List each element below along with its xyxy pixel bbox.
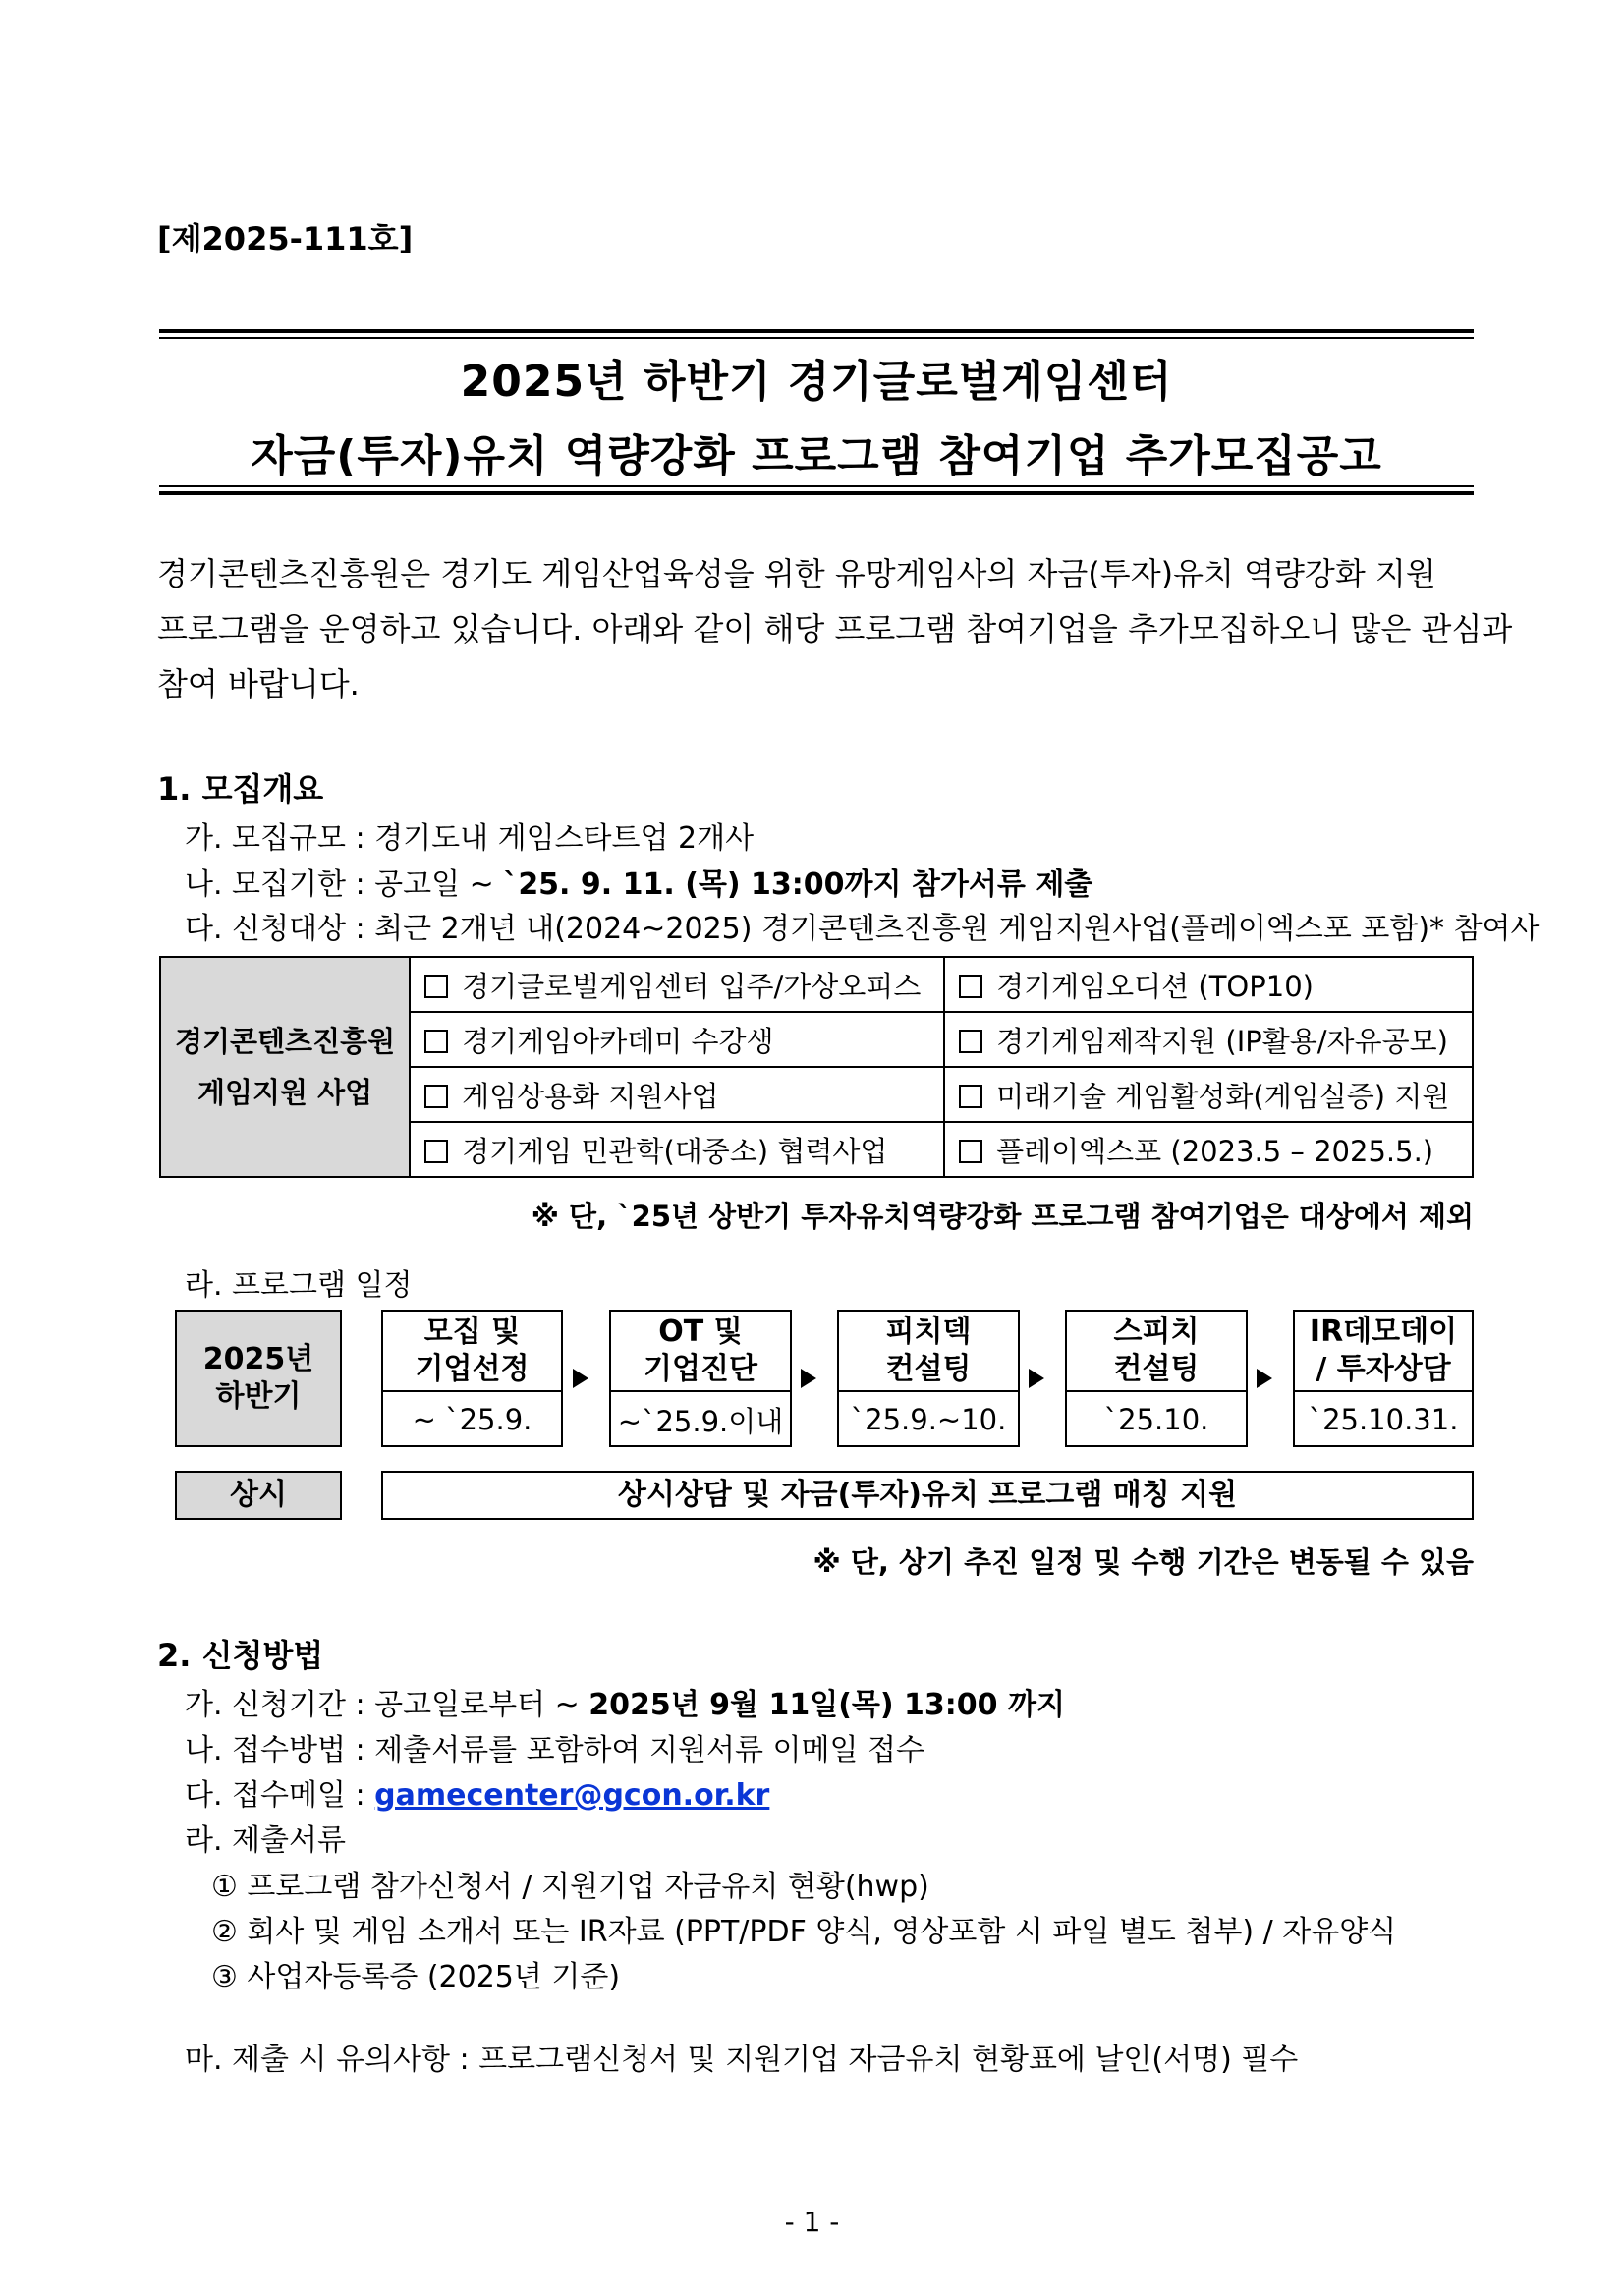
program-name: 경기게임오디션 (TOP10) <box>996 969 1314 1003</box>
program-cell <box>944 1012 1473 1067</box>
program-name: 미래기술 게임활성화(게임실증) 지원 <box>996 1079 1450 1113</box>
stage-title: 기업선정 <box>415 1352 530 1386</box>
document-item: ③ 사업자등록증 (2025년 기준) <box>211 1960 621 1994</box>
schedule-always-label: 상시 <box>175 1471 342 1520</box>
apply-period <box>185 1680 1065 1723</box>
stage-title: 컨설팅 <box>885 1352 972 1386</box>
submission-caution: 마. 제출 시 유의사항 : 프로그램신청서 및 지원기업 자금유치 현황표에 날인(서명) 필수 <box>185 2043 1299 2077</box>
title-top-rule-thin <box>159 337 1474 339</box>
schedule-stage-pitchdeck <box>837 1310 1020 1447</box>
section2-heading: 2. 신청방법 <box>157 1637 324 1674</box>
title-top-rule-thick <box>159 329 1474 333</box>
document-number: [제2025-111호] <box>157 220 414 257</box>
program-name: 게임상용화 지원사업 <box>462 1079 719 1113</box>
stage-title: 모집 및 <box>423 1315 521 1349</box>
checkbox-icon <box>424 975 448 998</box>
schedule-period-line: 2025년 <box>202 1342 314 1376</box>
title-line-2: 자금(투자)유치 역량강화 프로그램 참여기업 추가모집공고 <box>251 431 1382 481</box>
stage-date: `25.10.31. <box>1308 1403 1459 1436</box>
exclusion-note: ※ 단, `25년 상반기 투자유치역량강화 프로그램 참여기업은 대상에서 제외 <box>531 1200 1474 1233</box>
apply-email-prefix: 다. 접수메일 : <box>185 1778 375 1813</box>
program-cell <box>410 1012 944 1067</box>
intro-paragraph <box>157 546 1513 711</box>
page-number: - 1 - <box>784 2206 840 2238</box>
schedule-stage-ot <box>609 1310 792 1447</box>
title-line-1: 2025년 하반기 경기글로벌게임센터 <box>460 357 1173 407</box>
schedule-period-line: 하반기 <box>215 1379 302 1414</box>
program-name: 경기게임제작지원 (IP활용/자유공모) <box>996 1024 1448 1058</box>
schedule-label: 라. 프로그램 일정 <box>185 1268 413 1303</box>
checkbox-icon <box>424 1140 448 1163</box>
stage-title: OT 및 <box>658 1315 743 1349</box>
recruit-target: 다. 신청대상 : 최근 2개년 내(2024~2025) 경기콘텐츠진흥원 게임지원사업(플레이엑스포 포함)* 참여사 <box>185 912 1540 946</box>
email-link[interactable]: gamecenter@gcon.or.kr <box>374 1778 770 1813</box>
support-program-table <box>159 956 1474 1178</box>
schedule-note: ※ 단, 상기 추진 일정 및 수행 기간은 변동될 수 있음 <box>812 1545 1474 1579</box>
arrow-right-icon <box>801 1369 816 1388</box>
stage-date: ~ `25.9. <box>412 1403 532 1436</box>
schedule-stage-ir <box>1293 1310 1474 1447</box>
apply-method: 나. 접수방법 : 제출서류를 포함하여 지원서류 이메일 접수 <box>185 1733 924 1767</box>
stage-title: 스피치 <box>1113 1315 1200 1349</box>
program-name: 경기글로벌게임센터 입주/가상오피스 <box>462 969 922 1003</box>
checkbox-icon <box>424 1085 448 1108</box>
stage-title: / 투자상담 <box>1316 1352 1451 1386</box>
stage-date: `25.10. <box>1103 1403 1209 1436</box>
program-category-cell <box>160 957 410 1177</box>
stage-title: 기업진단 <box>644 1352 757 1386</box>
program-cell <box>410 957 944 1012</box>
intro-line: 경기콘텐츠진흥원은 경기도 게임산업육성을 위한 유망게임사의 자금(투자)유치 역량강화 지원 <box>157 555 1436 592</box>
program-cell <box>944 957 1473 1012</box>
checkbox-icon <box>959 975 982 998</box>
documents-label: 라. 제출서류 <box>185 1823 346 1858</box>
apply-email-line <box>185 1770 769 1814</box>
stage-title: IR데모데이 <box>1309 1315 1458 1349</box>
stage-date: ~`25.9.이내 <box>617 1404 784 1438</box>
document-item: ② 회사 및 게임 소개서 또는 IR자료 (PPT/PDF 양식, 영상포함 시 파일 별도 첨부) / 자유양식 <box>211 1915 1397 1949</box>
title-bottom-rule-thin <box>159 485 1474 487</box>
arrow-right-icon <box>1257 1369 1272 1388</box>
checkbox-icon <box>424 1030 448 1053</box>
schedule-always-text: 상시상담 및 자금(투자)유치 프로그램 매칭 지원 <box>381 1471 1474 1520</box>
apply-period-deadline: 2025년 9월 11일(목) 13:00 까지 <box>588 1688 1065 1722</box>
checkbox-icon <box>959 1085 982 1108</box>
schedule-period-box <box>175 1310 342 1447</box>
schedule-stage-recruit <box>381 1310 563 1447</box>
document-item: ① 프로그램 참가신청서 / 지원기업 자금유치 현황(hwp) <box>211 1870 929 1904</box>
stage-date: `25.9.~10. <box>850 1403 1007 1436</box>
recruit-scale: 가. 모집규모 : 경기도내 게임스타트업 2개사 <box>185 821 755 856</box>
arrow-right-icon <box>1029 1369 1044 1388</box>
checkbox-icon <box>959 1030 982 1053</box>
program-cell <box>410 1122 944 1177</box>
section1-heading: 1. 모집개요 <box>157 770 324 808</box>
schedule-stage-speech <box>1065 1310 1248 1447</box>
recruit-period-deadline: `25. 9. 11. (목) 13:00까지 참가서류 제출 <box>503 868 1093 902</box>
title-bottom-rule-thick <box>159 491 1474 495</box>
program-cell <box>944 1067 1473 1122</box>
intro-line: 프로그램을 운영하고 있습니다. 아래와 같이 해당 프로그램 참여기업을 추가모집하오니 많은 관심과 <box>157 610 1513 647</box>
table-row <box>160 957 1473 1012</box>
apply-period-prefix: 가. 신청기간 : 공고일로부터 ~ <box>185 1688 589 1722</box>
checkbox-icon <box>959 1140 982 1163</box>
recruit-period <box>185 860 1092 903</box>
program-cell <box>944 1122 1473 1177</box>
recruit-period-prefix: 나. 모집기한 : 공고일 ~ <box>185 868 504 902</box>
program-name: 경기게임 민관학(대중소) 협력사업 <box>462 1134 888 1168</box>
program-category-line: 경기콘텐츠진흥원 <box>175 1025 396 1058</box>
program-cell <box>410 1067 944 1122</box>
stage-title: 컨설팅 <box>1113 1352 1200 1386</box>
program-category-line: 게임지원 사업 <box>196 1076 373 1109</box>
arrow-right-icon <box>573 1369 588 1388</box>
program-name: 경기게임아카데미 수강생 <box>462 1024 774 1058</box>
stage-title: 피치덱 <box>885 1315 972 1349</box>
intro-line: 참여 바랍니다. <box>157 665 360 702</box>
program-name: 플레이엑스포 (2023.5 – 2025.5.) <box>996 1134 1434 1168</box>
